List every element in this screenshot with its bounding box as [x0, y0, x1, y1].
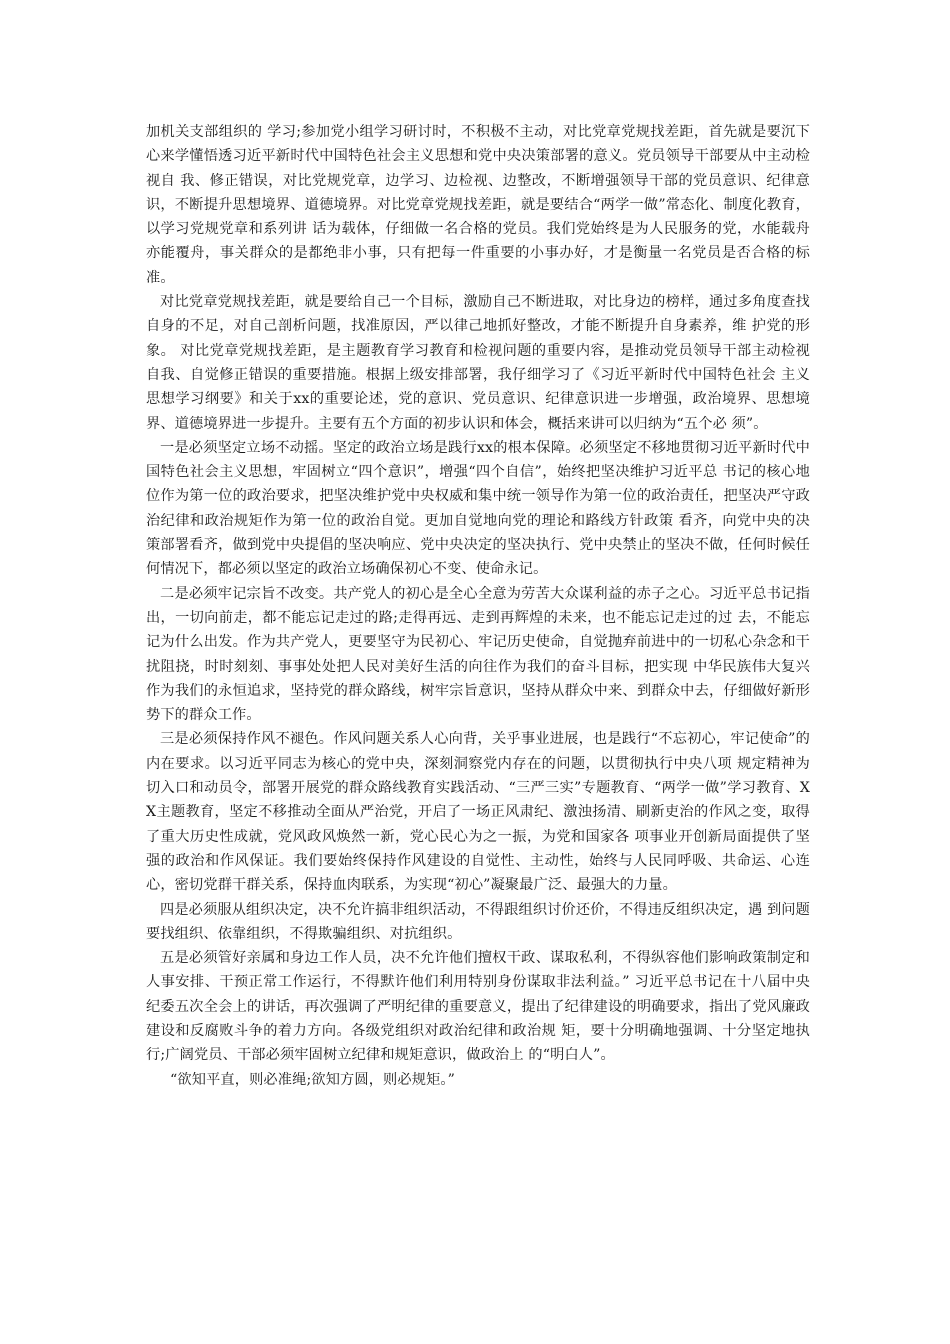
paragraph-3: 一是必须坚定立场不动摇。坚定的政治立场是践行xx的根本保障。必须坚定不移地贯彻习近平新时代中国特色社会主义思想，牢固树立“四个意识”，增强“四个自信”，始终把坚决维护习近平总 书记的核心地位作为第一位的政治要求，把坚决维护党中央权威和集中统一领导作为第一位的政治责任，把坚决严守政治纪律和政治规矩作为第一位的政治自觉。更加自觉地向党的理论和路线方针政策 看齐，向党中央的决策部署看齐，做到党中央提倡的坚决响应、党中央决定的坚决执行、党中央禁止的坚决不做，任何时候任何情况下，都必须以坚定的政治立场确保初心不变、使命永记。 — [146, 439, 810, 578]
paragraph-8: “欲知平直，则必准绳;欲知方圆，则必规矩。” — [170, 1071, 456, 1088]
paragraph-7: 五是必须管好亲属和身边工作人员，决不允许他们擅权干政、谋取私利，不得纵容他们影响政策制定和人事安排、干预正常工作运行，不得默许他们利用特别身份谋取非法利益。” 习近平总书记在十八届中央纪委五次全会上的讲话，再次强调了严明纪律的重要意义，提出了纪律建设的明确要求，指出了党风廉政建设和反腐败斗争的着力方向。各级党组织对政治纪律和政治规 矩，要十分明确地强调、十分坚定地执行;广阔党员、干部必须牢固树立纪律和规矩意识，做政治上 的“明白人”。 — [146, 950, 810, 1064]
paragraph-1: 加机关支部组织的 学习;参加党小组学习研讨时，不积极不主动，对比党章党规找差距，首先就是要沉下心来学懂悟透习近平新时代中国特色社会主义思想和党中央决策部署的意义。党员领导干部要从中主动检视自 我、修正错误，对比党规党章，边学习、边检视、边整改，不断增强领导干部的党员意识、纪律意识，不断提升思想境界、道德境界。对比党章党规找差距，就是要结合“两学一做”常态化、制度化教育，以学习党规党章和系列讲 话为载体，仔细做一名合格的党员。我们党始终是为人民服务的党，水能载舟亦能覆舟，事关群众的是都绝非小事，只有把每一件重要的小事办好，才是衡量一名党员是否合格的标准。 — [146, 124, 810, 286]
paragraph-6: 四是必须服从组织决定，决不允许搞非组织活动，不得跟组织讨价还价，不得违反组织决定，遇 到问题要找组织、依靠组织，不得欺骗组织、对抗组织。 — [146, 901, 810, 942]
paragraph-4: 二是必须牢记宗旨不改变。共产党人的初心是全心全意为劳苦大众谋利益的赤子之心。习近平总书记指出，一切向前走，都不能忘记走过的路;走得再远、走到再辉煌的未来，也不能忘记走过的过 去，不能忘记为什么出发。作为共产党人，更要坚守为民初心、牢记历史使命，自觉抛弃前进中的一切私心杂念和干扰阻挠，时时刻刻、事事处处把人民对美好生活的向往作为我们的奋斗目标，把实现 中华民族伟大复兴作为我们的永恒追求，坚持党的群众路线，树牢宗旨意识，坚持从群众中来、到群众中去，仔细做好新形势下的群众工作。 — [146, 585, 810, 724]
paragraph-5: 三是必须保持作风不褪色。作风问题关系人心向背，关乎事业进展，也是践行“不忘初心，牢记使命”的内在要求。以习近平同志为核心的党中央，深刻洞察党内存在的问题，以贯彻执行中央八项 规定精神为切入口和动员令，部署开展党的群众路线教育实践活动、“三严三实”专题教育、“两学一做”学习教育、XX主题教育，坚定不移推动全面从严治党，开启了一场正风肃纪、激浊扬清、刷新吏治的作风之变，取得了重大历史性成就，党风政风焕然一新，党心民心为之一振，为党和国家各 项事业开创新局面提供了坚强的政治和作风保证。我们要始终保持作风建设的自觉性、主动性，始终与人民同呼吸、共命运、心连心，密切党群干群关系，保持血肉联系，为实现“初心”凝聚最广泛、最强大的力量。 — [146, 731, 810, 894]
document-body — [146, 120, 810, 1092]
paragraph-2: 对比党章党规找差距，就是要给自己一个目标，激励自己不断进取，对比身边的榜样，通过多角度查找自身的不足，对自己剖析问题，找准原因，严以律己地抓好整改，才能不断提升自身素养，维 护党的形象。 对比党章党规找差距，是主题教育学习教育和检视问题的重要内容，是推动党员领导干部主动检视自我、自觉修正错误的重要措施。根据上级安排部署，我仔细学习了《习近平新时代中国特色社会 主义思想学习纲要》和关于xx的重要论述，党的意识、党员意识、纪律意识进一步增强，政治境界、思想境界、道德境界进一步提升。主要有五个方面的初步认识和体会，概括来讲可以归纳为“五个必 须”。 — [146, 294, 810, 432]
